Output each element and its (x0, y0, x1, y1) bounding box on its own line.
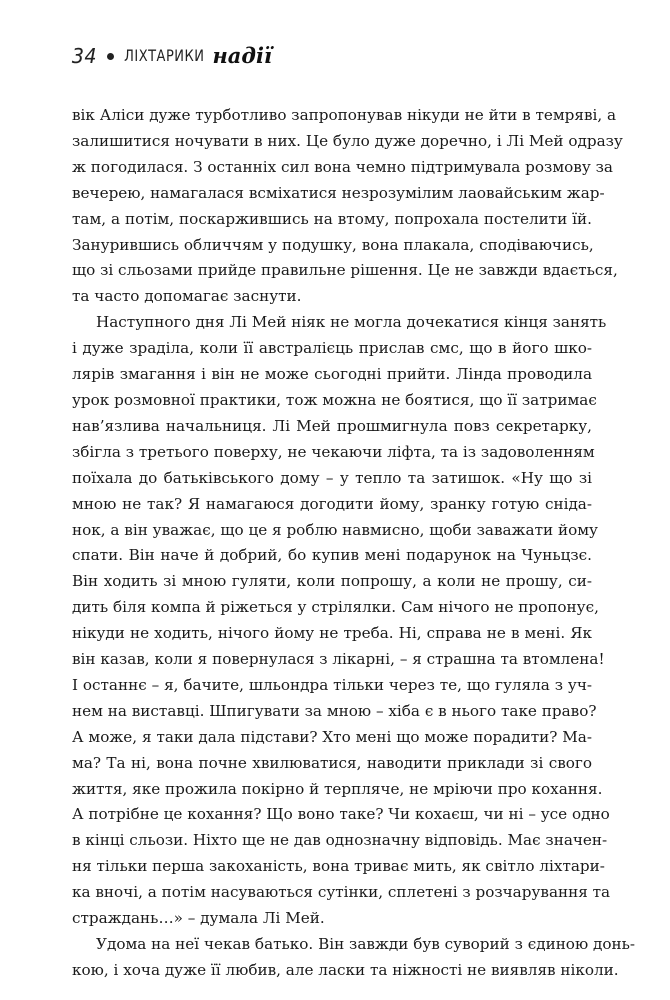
text-line: ня тільки перша закоханість, вона триває мить, як світло ліхтари- (72, 857, 605, 876)
text-line: збігла з третього поверху, не чекаючи ліфта, та із задоволенням (72, 442, 595, 461)
text-line: там, а потім, поскаржившись на втому, попрохала постелити їй. (72, 209, 592, 228)
text-line: лярів змагання і він не може сьогодні прийти. Лінда проводила (72, 365, 592, 384)
text-line: життя, яке прожила покірно й терпляче, не мріючи про кохання. (72, 779, 603, 798)
text-line: вік Аліси дуже турботливо запропонував нікуди не йти в темряві, а (72, 106, 617, 124)
text-line: в кінці сльози. Ніхто ще не дав однозначну відповідь. Має значен- (72, 831, 608, 850)
text-line: А може, я таки дала підстави? Хто мені що може порадити? Ма- (72, 727, 592, 746)
paragraph (72, 932, 636, 984)
text-line: ка вночі, а потім насуваються сутінки, сплетені з розчарування та (72, 883, 611, 902)
text-line: поїхала до батьківського дому – у тепло та затишок. «Ну що зі (72, 468, 592, 487)
book-title-script: надії (212, 42, 272, 68)
text-line: він казав, коли я повернулася з лікарні, – я страшна та втомлена! (72, 650, 605, 669)
text-line: нем на виставці. Шпигувати за мною – хіба є в нього таке право? (72, 701, 597, 720)
paragraph (72, 103, 623, 310)
running-head (72, 42, 272, 70)
text-line: спати. Він наче й добрий, бо купив мені подарунок на Чуньцзє. (72, 546, 592, 565)
text-line: нок, а він уважає, що це я роблю навмисно, щоби заважати йому (72, 520, 598, 539)
text-line: що зі сльозами прийде правильне рішення. Це не завжди вдається, (72, 261, 618, 280)
text-line: нікуди не ходить, нічого йому не треба. Ні, справа не в мені. Як (72, 624, 592, 643)
text-line: вечерею, намагалася всміхатися незрозумілим лаовайським жар- (72, 183, 605, 202)
text-line: І останнє – я, бачите, шльондра тільки через те, що гуляла з уч- (72, 675, 592, 694)
text-line: Занурившись обличчям у подушку, вона плакала, сподіваючись, (72, 235, 594, 254)
text-line: Наступного дня Лі Мей ніяк не могла дочекатися кінця занять (96, 313, 607, 332)
page-number: 34 (72, 44, 98, 68)
text-line: і дуже зраділа, коли її австралієць прислав смс, що в його шко- (72, 339, 592, 358)
bullet-separator (107, 53, 114, 60)
text-line: страждань…» – думала Лі Мей. (72, 909, 325, 928)
text-line: Він ходить зі мною гуляти, коли попрошу, а коли не прошу, си- (72, 572, 592, 591)
text-line: А потрібне це кохання? Що воно таке? Чи кохаєш, чи ні – усе одно (72, 805, 610, 824)
text-line: залишитися ночувати в них. Це було дуже доречно, і Лі Мей одразу (72, 131, 623, 150)
text-line: та часто допомагає заснути. (72, 287, 302, 306)
body-text (72, 103, 636, 984)
text-line: Удома на неї чекав батько. Він завжди був суворий з єдиною донь- (96, 935, 636, 953)
text-line: нав’язлива начальниця. Лі Мей прошмигнула повз секретарку, (72, 416, 592, 435)
text-line: ж погодилася. З останніх сил вона чемно підтримувала розмову за (72, 157, 613, 176)
text-line: мною не так? Я намагаюся догодити йому, зранку готую сніда- (72, 494, 592, 513)
text-line: ма? Та ні, вона почне хвилюватися, наводити приклади зі свого (72, 753, 592, 772)
paragraph (72, 310, 611, 932)
book-title-part: ЛІХТАРИКИ (124, 46, 205, 66)
text-line: урок розмовної практики, тож можна не боятися, що її затримає (72, 390, 597, 409)
text-line: дить біля компа й ріжеться у стрілялки. Сам нічого не пропонує, (72, 598, 599, 617)
text-line: кою, і хоча дуже її любив, але ласки та ніжності не виявляв ніколи. (72, 960, 619, 979)
